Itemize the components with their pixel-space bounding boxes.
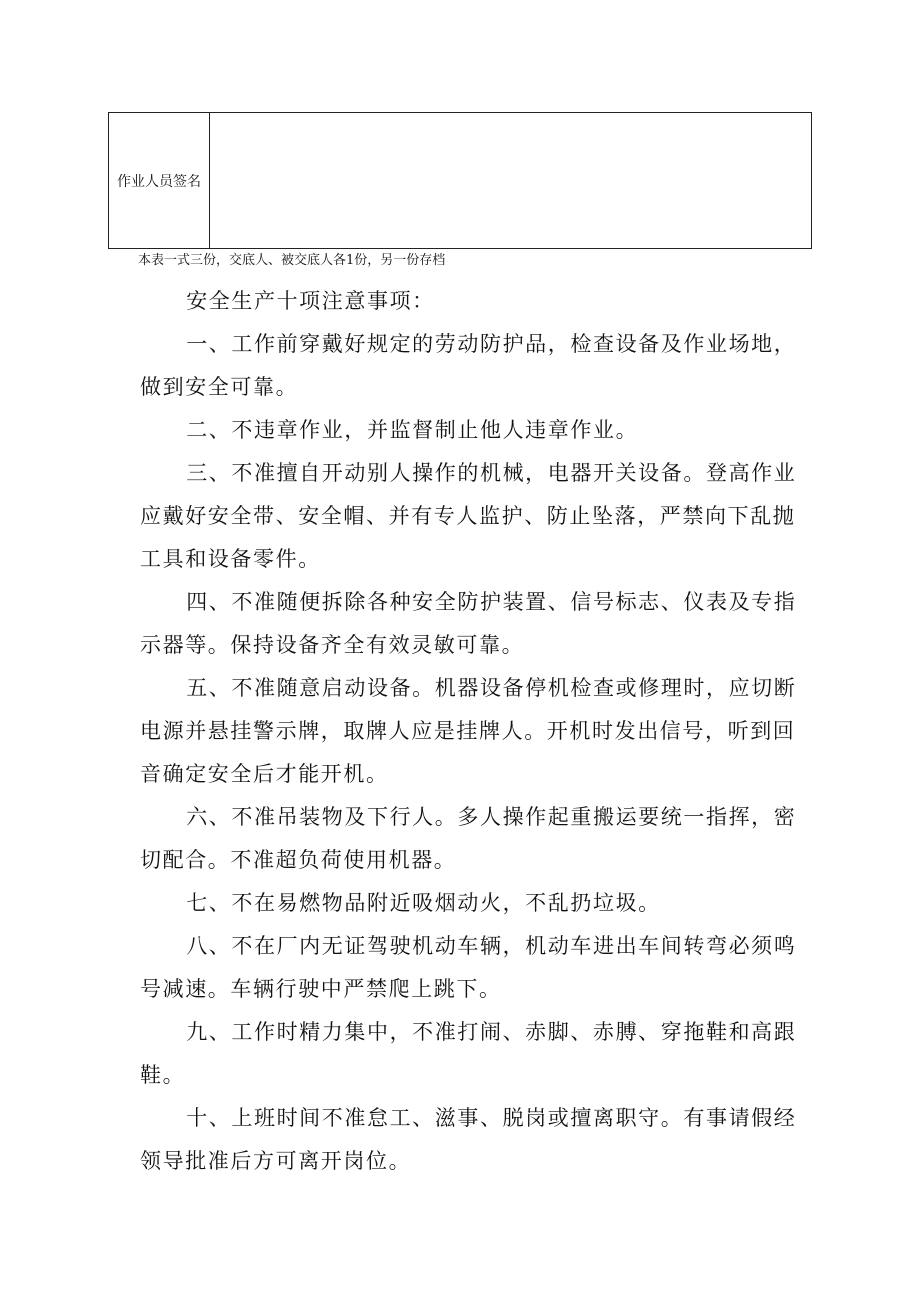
notice-item-7: 七、不在易燃物品附近吸烟动火，不乱扔垃圾。 xyxy=(186,891,661,915)
notice-item-2: 二、不违章作业，并监督制止他人违章作业。 xyxy=(186,418,639,442)
notice-item-4: 四、不准随便拆除各种安全防护装置、信号标志、仪表及专指示器等。保持设备齐全有效灵敏可靠。 xyxy=(140,590,797,657)
table-footnote: 本表一式三份，交底人、被交底人各1份，另一份存档 xyxy=(138,253,446,268)
notice-item-9: 九、工作时精力集中，不准打闹、赤脚、赤膊、穿拖鞋和高跟鞋。 xyxy=(140,1020,797,1087)
notice-item-10: 十、上班时间不准怠工、滋事、脱岗或擅离职守。有事请假经领导批准后方可离开岗位。 xyxy=(140,1106,797,1173)
signature-table xyxy=(108,112,812,249)
signature-label: 作业人员签名 xyxy=(109,113,210,248)
safety-notice xyxy=(140,280,816,1183)
notice-item-3: 三、不准擅自开动别人操作的机械，电器开关设备。登高作业应戴好安全带、安全帽、并有专人监护、防止坠落，严禁向下乱抛工具和设备零件。 xyxy=(140,461,797,571)
notice-item-6: 六、不准吊装物及下行人。多人操作起重搬运要统一指挥，密切配合。不准超负荷使用机器。 xyxy=(140,805,797,872)
signature-area xyxy=(210,113,811,248)
notice-item-1: 一、工作前穿戴好规定的劳动防护品，检查设备及作业场地，做到安全可靠。 xyxy=(140,332,797,399)
notice-item-5: 五、不准随意启动设备。机器设备停机检查或修理时，应切断电源并悬挂警示牌，取牌人应是挂牌人。开机时发出信号，听到回音确定安全后才能开机。 xyxy=(140,676,797,786)
notice-title: 安全生产十项注意事项： xyxy=(186,289,435,313)
notice-item-8: 八、不在厂内无证驾驶机动车辆，机动车进出车间转弯必须鸣号减速。车辆行驶中严禁爬上跳下。 xyxy=(140,934,797,1001)
